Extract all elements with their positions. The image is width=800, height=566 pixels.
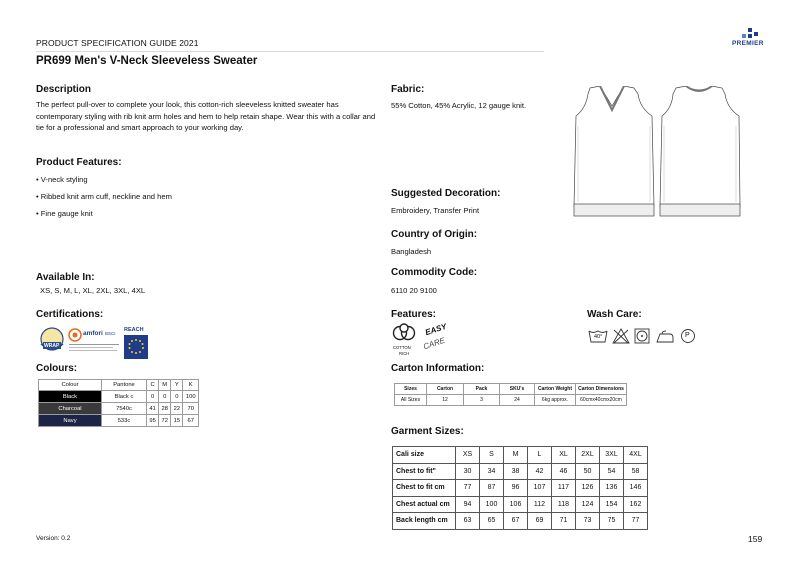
size-cell: 69 — [528, 513, 552, 530]
sizes-header-cell: 4XL — [624, 447, 648, 464]
wash-temp-label: 40° — [594, 334, 603, 340]
cmyk-cell: 15 — [171, 415, 183, 427]
colours-header-cell: Y — [171, 380, 183, 391]
cmyk-cell: 70 — [183, 403, 199, 415]
pantone-cell: 7540c — [102, 403, 147, 415]
carton-cell: 24 — [500, 395, 535, 406]
amfori-bsci-badge-icon — [68, 328, 122, 354]
size-cell: 71 — [552, 513, 576, 530]
version-label: Version: 0.2 — [36, 535, 71, 542]
table-row — [393, 480, 648, 497]
size-cell: 42 — [528, 463, 552, 480]
sizes-header-cell: M — [504, 447, 528, 464]
features-heading: Features: — [391, 309, 437, 320]
reach-label: REACH — [124, 327, 144, 333]
size-cell: 87 — [480, 480, 504, 497]
sizes-header-cell: L — [528, 447, 552, 464]
wash-care-symbols — [588, 326, 708, 346]
decoration-text: Embroidery, Transfer Print — [391, 206, 480, 215]
cmyk-cell: 72 — [159, 415, 171, 427]
size-cell: 75 — [600, 513, 624, 530]
list-item: • V-neck styling — [36, 175, 88, 184]
size-cell: 46 — [552, 463, 576, 480]
pantone-cell: 533c — [102, 415, 147, 427]
colours-header-cell: K — [183, 380, 199, 391]
carton-header-cell: Pack — [464, 384, 500, 395]
decoration-heading: Suggested Decoration: — [391, 188, 501, 199]
carton-header-cell: Carton Weight — [535, 384, 576, 395]
easy-care-icon — [422, 321, 448, 355]
sizes-header-cell: Cali size — [393, 447, 456, 464]
easy-label: EASY — [424, 321, 448, 338]
size-cell: 58 — [624, 463, 648, 480]
size-cell: 124 — [576, 496, 600, 513]
care-label: CARE — [422, 335, 447, 352]
wrap-badge-icon — [36, 326, 68, 354]
size-cell: 34 — [480, 463, 504, 480]
reach-badge-icon — [124, 327, 148, 359]
pantone-cell: Black c — [102, 391, 147, 403]
sizes-header-row — [393, 447, 648, 464]
carton-cell: 60cmx40cmx20cm — [576, 395, 627, 406]
colours-header-cell: Colour — [39, 380, 102, 391]
size-cell: 30 — [456, 463, 480, 480]
origin-text: Bangladesh — [391, 247, 432, 256]
cmyk-cell: 100 — [183, 391, 199, 403]
sizes-header-cell: 2XL — [576, 447, 600, 464]
cmyk-cell: 0 — [171, 391, 183, 403]
colour-swatch-navy: Navy — [39, 415, 102, 427]
size-cell: 118 — [552, 496, 576, 513]
size-row-label: Back length cm — [393, 513, 456, 530]
colour-swatch-black: Black — [39, 391, 102, 403]
colours-header-row — [39, 380, 199, 391]
size-cell: 38 — [504, 463, 528, 480]
carton-cell: 6kg approx. — [535, 395, 576, 406]
size-cell: 54 — [600, 463, 624, 480]
sweater-illustration — [570, 86, 745, 220]
colours-header-cell: Pantone — [102, 380, 147, 391]
cotton-label: COTTON — [393, 345, 411, 350]
size-cell: 126 — [576, 480, 600, 497]
product-features-heading: Product Features: — [36, 157, 122, 168]
table-row — [393, 513, 648, 530]
table-row — [39, 391, 199, 403]
colours-header-cell: M — [159, 380, 171, 391]
sizes-header-cell: XL — [552, 447, 576, 464]
sizes-header-cell: 3XL — [600, 447, 624, 464]
origin-heading: Country of Origin: — [391, 229, 478, 240]
guide-title: PRODUCT SPECIFICATION GUIDE 2021 — [36, 38, 199, 48]
description-text: The perfect pull-over to complete your look, this cotton-rich sleeveless knitted sweater has contemporary styling with rib knit arm holes and hem to help retain shape. Wear this with a collar and tie for a professional and smart approach to your working day. — [36, 100, 376, 132]
colour-swatch-charcoal: Charcoal — [39, 403, 102, 415]
carton-header-cell: Sizes — [395, 384, 427, 395]
fabric-text: 55% Cotton, 45% Acrylic, 12 gauge knit. — [391, 101, 527, 110]
garment-sizes-heading: Garment Sizes: — [391, 426, 464, 437]
sweater-front-icon — [574, 86, 654, 216]
tumble-dry-icon — [634, 328, 650, 344]
carton-cell: 3 — [464, 395, 500, 406]
size-cell: 146 — [624, 480, 648, 497]
size-row-label: Chest to fit cm — [393, 480, 456, 497]
size-cell: 96 — [504, 480, 528, 497]
wrap-label: WRAP — [44, 343, 60, 349]
premier-logo — [728, 26, 776, 50]
table-row — [393, 496, 648, 513]
carton-header-row — [395, 384, 627, 395]
cmyk-cell: 67 — [183, 415, 199, 427]
carton-table — [394, 383, 627, 406]
carton-cell: All Sizes — [395, 395, 427, 406]
size-cell: 136 — [600, 480, 624, 497]
list-item: • Ribbed knit arm cuff, neckline and hem — [36, 192, 172, 201]
amfori-label: amfori — [83, 330, 103, 337]
size-cell: 107 — [528, 480, 552, 497]
colours-table — [38, 379, 199, 427]
size-cell: 73 — [576, 513, 600, 530]
sizes-header-cell: XS — [456, 447, 480, 464]
size-cell: 162 — [624, 496, 648, 513]
table-row — [39, 403, 199, 415]
product-features-list — [36, 175, 172, 226]
size-cell: 117 — [552, 480, 576, 497]
do-not-bleach-icon — [612, 328, 630, 344]
size-cell: 100 — [480, 496, 504, 513]
size-cell: 77 — [456, 480, 480, 497]
cmyk-cell: 0 — [159, 391, 171, 403]
certifications-heading: Certifications: — [36, 309, 104, 320]
cmyk-cell: 95 — [147, 415, 159, 427]
size-cell: 77 — [624, 513, 648, 530]
sizes-header-cell: S — [480, 447, 504, 464]
cmyk-cell: 28 — [159, 403, 171, 415]
carton-header-cell: SKU's — [500, 384, 535, 395]
cotton-rich-icon — [391, 323, 417, 357]
size-row-label: Chest actual cm — [393, 496, 456, 513]
commodity-heading: Commodity Code: — [391, 267, 478, 278]
cmyk-cell: 41 — [147, 403, 159, 415]
brand-name: PREMIER — [732, 40, 764, 47]
size-cell: 106 — [504, 496, 528, 513]
sweater-back-icon — [660, 86, 740, 216]
table-row — [395, 395, 627, 406]
cmyk-cell: 0 — [147, 391, 159, 403]
size-cell: 65 — [480, 513, 504, 530]
iron-icon — [655, 330, 675, 344]
list-item: • Fine gauge knit — [36, 209, 93, 218]
carton-header-cell: Carton Dimensions — [576, 384, 627, 395]
available-heading: Available In: — [36, 272, 95, 283]
size-cell: 67 — [504, 513, 528, 530]
description-heading: Description — [36, 84, 92, 95]
garment-sizes-table — [392, 446, 648, 530]
size-cell: 50 — [576, 463, 600, 480]
header-divider — [36, 51, 544, 52]
table-row — [39, 415, 199, 427]
dry-clean-label: P — [685, 332, 690, 339]
size-cell: 63 — [456, 513, 480, 530]
commodity-text: 6110 20 9100 — [391, 286, 437, 295]
carton-header-cell: Carton — [427, 384, 464, 395]
carton-cell: 12 — [427, 395, 464, 406]
cotton-sub-label: RICH — [399, 351, 410, 356]
colours-heading: Colours: — [36, 363, 78, 374]
available-sizes: XS, S, M, L, XL, 2XL, 3XL, 4XL — [40, 286, 146, 295]
fabric-heading: Fabric: — [391, 84, 425, 95]
product-title: PR699 Men's V-Neck Sleeveless Sweater — [36, 55, 258, 67]
wash-care-heading: Wash Care: — [587, 309, 642, 320]
table-row — [393, 463, 648, 480]
page-number: 159 — [748, 534, 763, 544]
carton-heading: Carton Information: — [391, 363, 485, 374]
size-cell: 112 — [528, 496, 552, 513]
size-cell: 94 — [456, 496, 480, 513]
bsci-label: BSCI — [105, 331, 116, 336]
size-row-label: Chest to fit" — [393, 463, 456, 480]
colours-header-cell: C — [147, 380, 159, 391]
cmyk-cell: 22 — [171, 403, 183, 415]
size-cell: 154 — [600, 496, 624, 513]
